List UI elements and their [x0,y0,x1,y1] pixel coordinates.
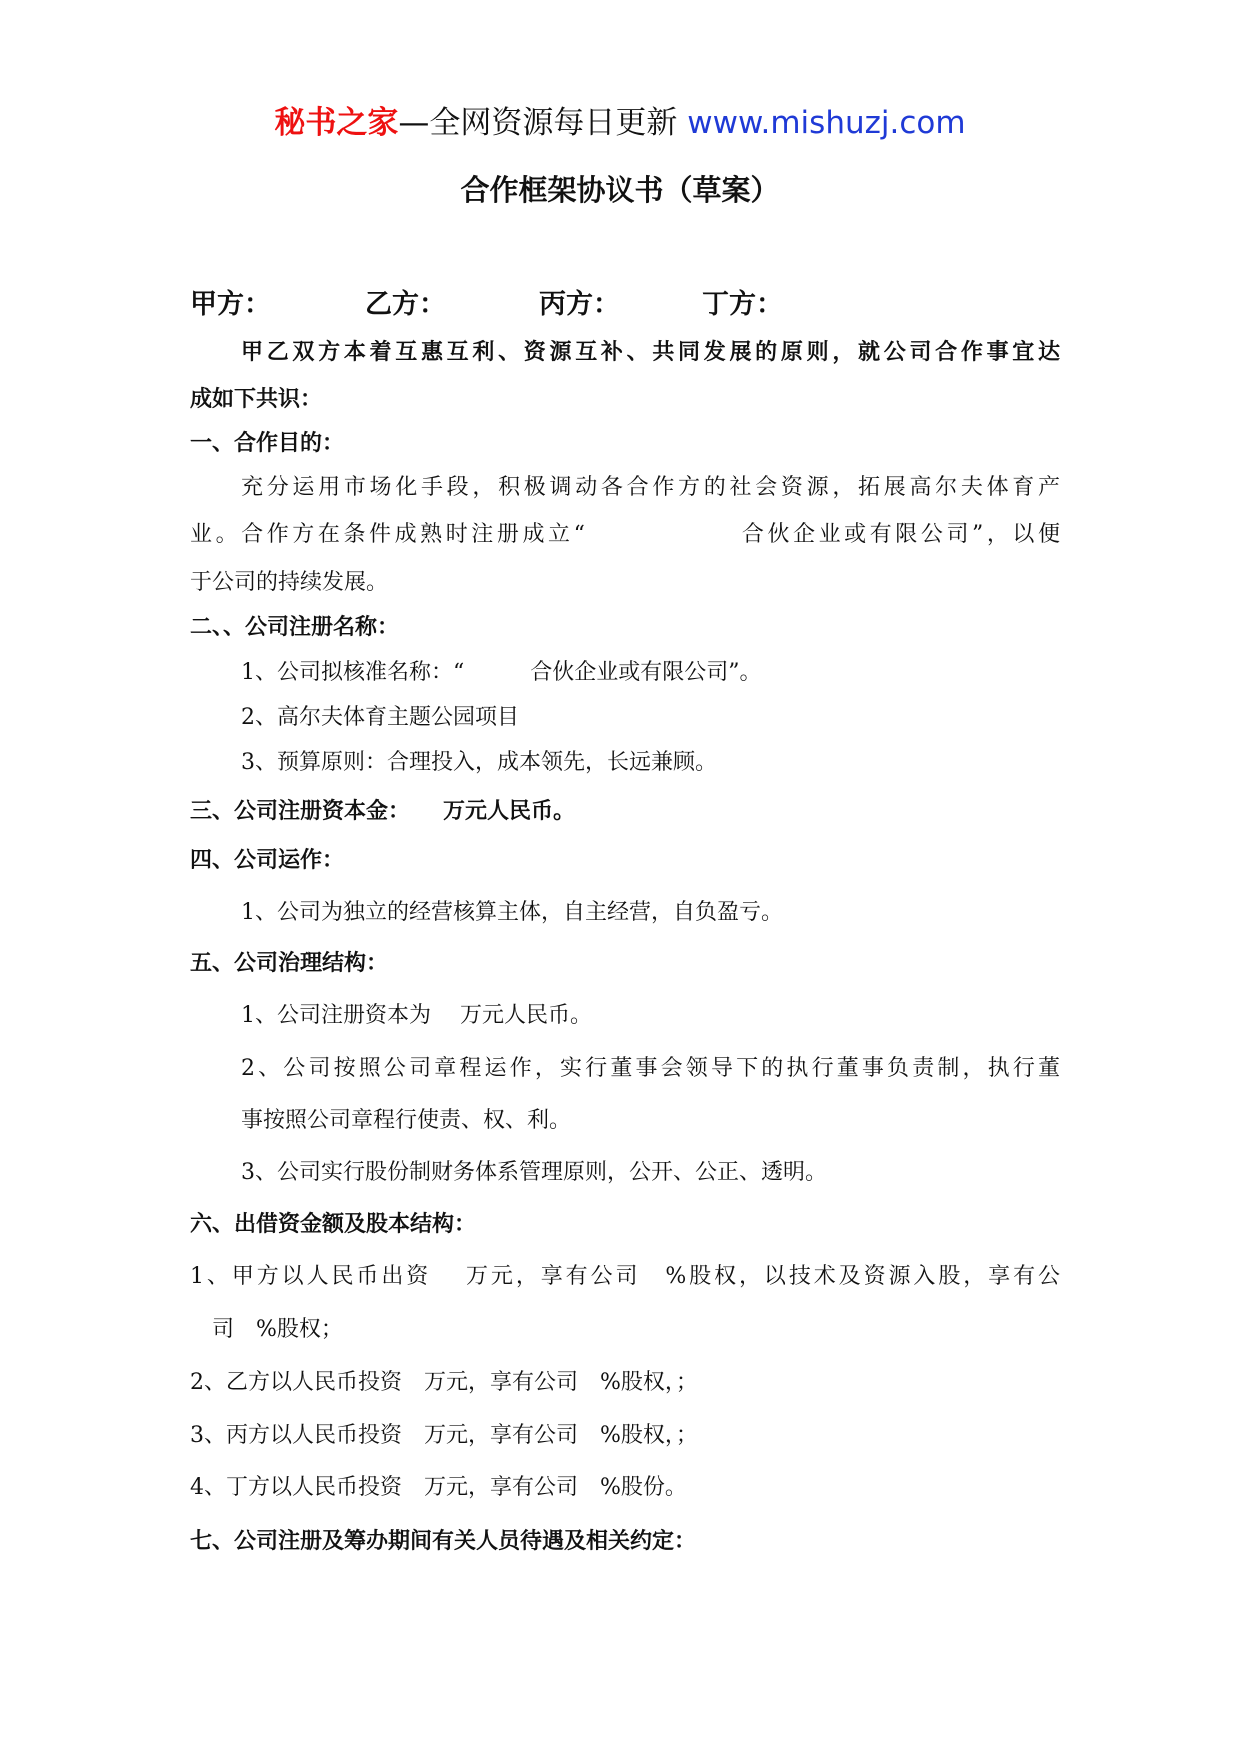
section-4-heading: 四、公司运作： [190,848,345,873]
section-5-heading: 五、公司治理结构： [190,951,389,976]
party-c-label: 丙方： [539,289,620,320]
section-5-item-2-line-1: 2、公司按照公司章程运作，实行董事会领导下的执行董事负责制，执行董 [241,1056,1060,1081]
party-a-label: 甲方： [190,289,271,320]
party-d-label: 丁方： [702,289,783,320]
section-7-heading: 七、公司注册及筹办期间有关人员待遇及相关约定： [190,1529,697,1554]
section-6-item-1-line-2: 司 %股权； [190,1317,343,1342]
section-6-heading: 六、出借资金额及股本结构： [190,1212,477,1237]
section-1-heading: 一、合作目的： [190,431,345,456]
section-6-item-3: 3、丙方以人民币投资 万元，享有公司 %股权，； [190,1423,698,1448]
section-3-heading: 三、公司注册资本金： 万元人民币。 [190,799,576,824]
section-6-item-2: 2、乙方以人民币投资 万元，享有公司 %股权，； [190,1370,698,1395]
section-2-item-1: 1、公司拟核准名称：“ 合伙企业或有限公司”。 [241,660,762,685]
section-5-item-3: 3、公司实行股份制财务体系管理原则，公开、公正、透明。 [241,1160,827,1185]
section-2-item-3: 3、预算原则：合理投入，成本领先，长远兼顾。 [241,750,717,775]
site-url-link[interactable]: www.mishuzj.com [687,105,966,141]
section-6-item-4: 4、丁方以人民币投资 万元，享有公司 %股份。 [190,1475,687,1500]
section-5-item-1: 1、公司注册资本为 万元人民币。 [241,1003,592,1028]
party-b-label: 乙方： [365,289,446,320]
section-4-item-1: 1、公司为独立的经营核算主体，自主经营，自负盈亏。 [241,900,783,925]
site-brand: 秘书之家 [274,105,399,141]
section-5-item-2-line-2: 事按照公司章程行使责、权、利。 [241,1108,572,1133]
section-1-line-1: 充分运用市场化手段，积极调动各合作方的社会资源，拓展高尔夫体育产 [241,475,1060,500]
parties-row [190,283,1090,327]
intro-line-1: 甲乙双方本着互惠互利、资源互补、共同发展的原则，就公司合作事宜达 [241,340,1060,365]
intro-line-2: 成如下共识： [190,387,323,412]
document-title: 合作框架协议书（草案） [460,173,780,207]
section-2-heading: 二、、公司注册名称： [190,615,400,640]
section-1-line-3: 于公司的持续发展。 [190,570,389,595]
section-2-item-2: 2、高尔夫体育主题公园项目 [241,705,519,730]
section-6-item-1-line-1: 1、甲方以人民币出资 万元，享有公司 %股权，以技术及资源入股，享有公 [190,1264,1060,1289]
section-1-line-2: 业。合作方在条件成熟时注册成立“ 合伙企业或有限公司”，以便 [190,522,1060,547]
site-slogan: —全网资源每日更新 [398,105,688,141]
site-banner [0,100,1240,146]
